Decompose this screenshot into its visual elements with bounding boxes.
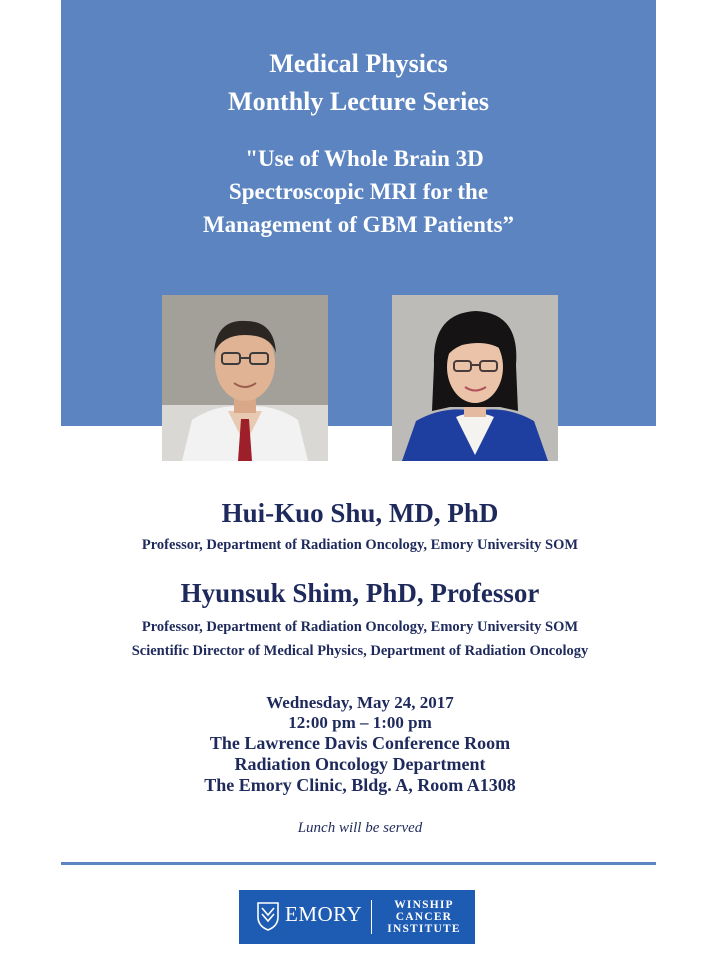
event-department: Radiation Oncology Department	[234, 754, 486, 774]
event-time: 12:00 pm – 1:00 pm	[288, 713, 432, 732]
emory-winship-logo	[239, 890, 475, 944]
event-date: Wednesday, May 24, 2017	[266, 693, 454, 712]
speaker-1-affiliation: Professor, Department of Radiation Oncology, Emory University SOM	[141, 537, 579, 553]
series-title-line-1: Medical Physics	[269, 49, 448, 78]
event-room: The Lawrence Davis Conference Room	[209, 733, 511, 753]
speaker-name-1: Hui-Kuo Shu, MD, PhD	[221, 498, 499, 528]
series-title-line-2: Monthly Lecture Series	[228, 87, 489, 116]
speaker-photo-shim	[392, 295, 558, 461]
lunch-note: Lunch will be served	[297, 820, 423, 836]
shield-icon	[257, 901, 279, 931]
speaker-2-affiliation-1: Professor, Department of Radiation Oncology, Emory University SOM	[141, 619, 579, 635]
logo-institute-line-2: CANCER	[395, 911, 453, 923]
speaker-photo-shu	[162, 295, 328, 461]
logo-divider	[371, 900, 372, 934]
logo-emory-text: EMORY	[285, 902, 363, 926]
logo-institute-text	[379, 899, 469, 935]
talk-title-line-1: "Use of Whole Brain 3D	[245, 146, 484, 171]
logo-institute-line-3: INSTITUTE	[387, 923, 461, 935]
speaker-2-affiliation-2: Scientific Director of Medical Physics, Department of Radiation Oncology	[131, 643, 589, 659]
event-location: The Emory Clinic, Bldg. A, Room A1308	[204, 775, 516, 795]
speaker-name-2: Hyunsuk Shim, PhD, Professor	[180, 578, 540, 608]
talk-title-line-2: Spectroscopic MRI for the	[228, 179, 489, 204]
logo-institute-line-1: WINSHIP	[394, 899, 454, 911]
talk-title-line-3: Management of GBM Patients”	[202, 212, 515, 237]
footer-divider	[61, 862, 656, 865]
